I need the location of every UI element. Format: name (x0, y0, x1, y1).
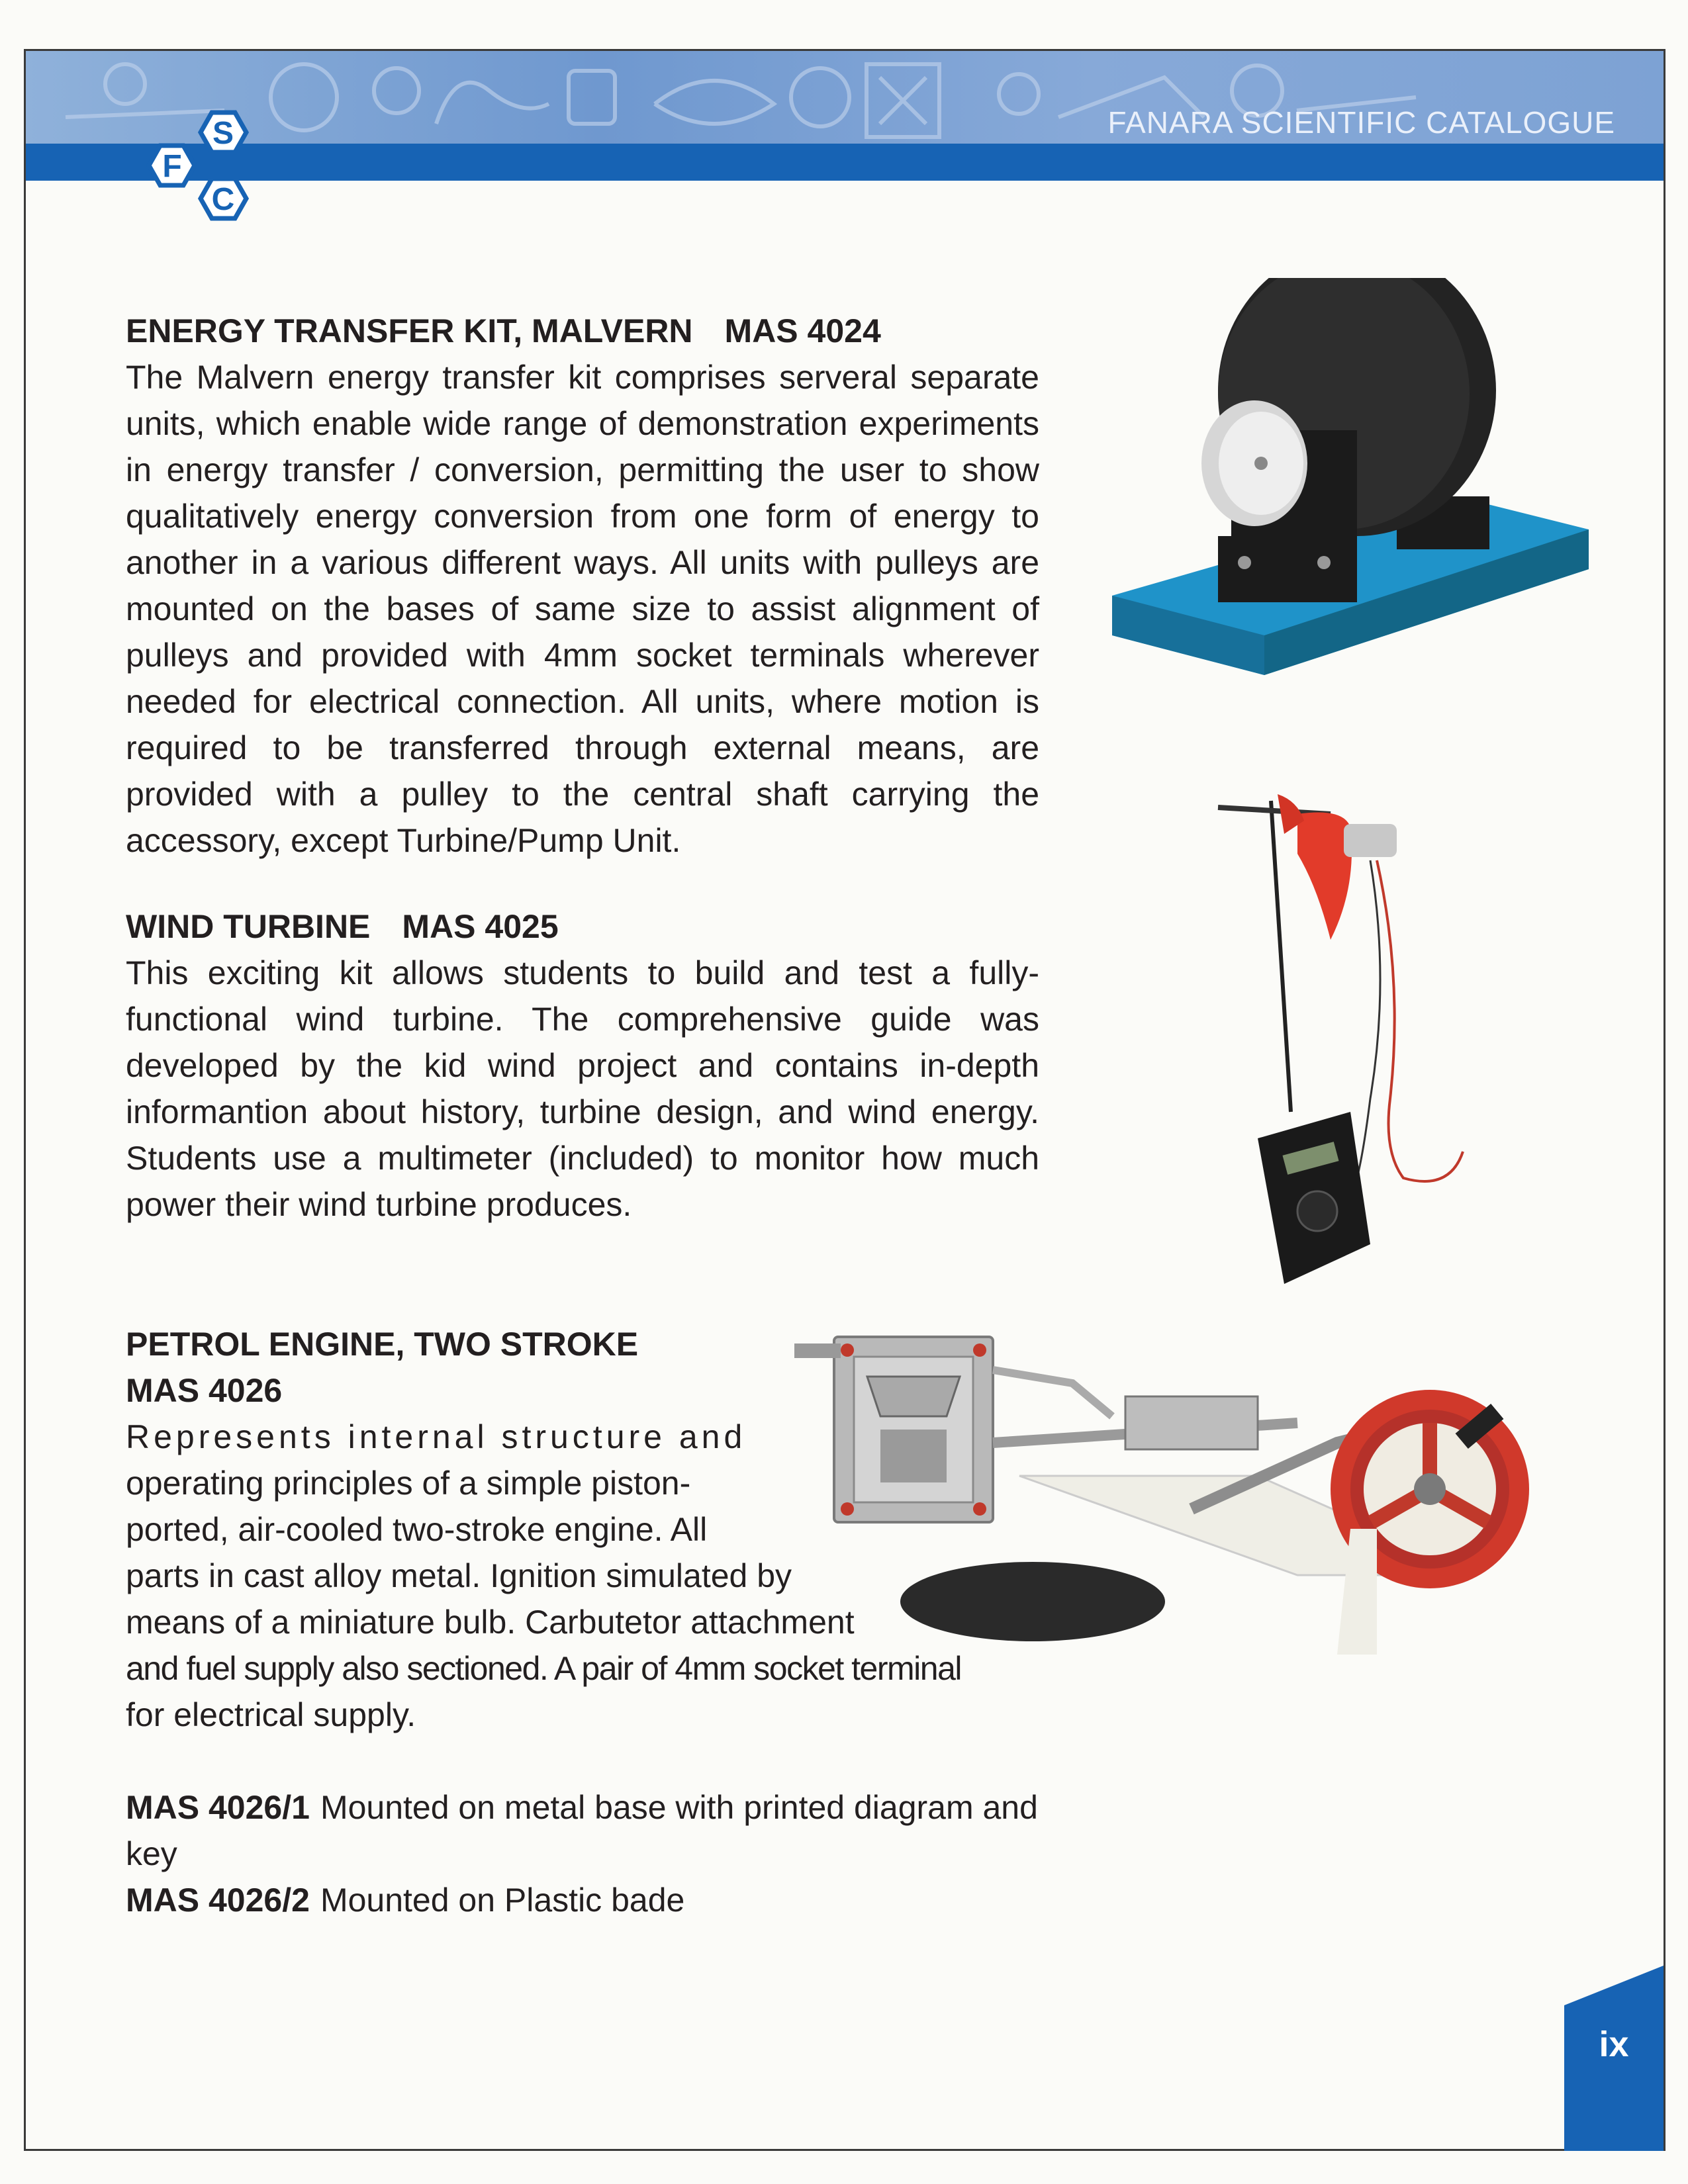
section-title: WIND TURBINE (126, 908, 371, 945)
description-line: parts in cast alloy metal. Ignition simulated by (126, 1557, 792, 1594)
variant-row (126, 1877, 1119, 1923)
page-number: ix (1599, 2025, 1629, 2064)
description-line: Represents internal structure and (126, 1418, 747, 1455)
description-line: ported, air-cooled two-stroke engine. All (126, 1511, 708, 1548)
section-title: PETROL ENGINE, TWO STROKE (126, 1326, 639, 1363)
variant-code: MAS 4026/2 (126, 1882, 310, 1919)
flywheel-unit-photo (1112, 278, 1589, 688)
catalogue-title: FANARA SCIENTIFIC CATALOGUE (1107, 105, 1615, 140)
variant-text: Mounted on metal base with printed diagram and key (126, 1789, 1038, 1872)
logo-letter-c: C (211, 182, 235, 217)
product-code: MAS 4024 (724, 312, 881, 349)
wind-turbine-section (126, 903, 1039, 1228)
variant-code: MAS 4026/1 (126, 1789, 310, 1826)
product-code: MAS 4026 (126, 1372, 283, 1409)
description-line: and fuel supply also sectioned. A pair of 4mm socket terminal (126, 1650, 961, 1687)
section-description: This exciting kit allows students to build and test a fully-functional wind turbine. The comprehensive guide was developed by the kid wind project and contains in-depth informantion about history, turbine design, and wind energy. Students use a multimeter (included) to monitor how much power their wind turbine produces. (126, 954, 1039, 1223)
header-strip (26, 144, 1664, 181)
section-heading (126, 903, 1039, 950)
two-stroke-engine-photo (794, 1310, 1549, 1681)
variant-text: Mounted on Plastic bade (320, 1882, 685, 1919)
variant-row (126, 1784, 1039, 1877)
description-line: for electrical supply. (126, 1696, 416, 1733)
logo-letter-s: S (212, 116, 234, 151)
section-heading (126, 308, 1039, 354)
description-line: operating principles of a simple piston- (126, 1465, 691, 1502)
description-line: means of a miniature bulb. Carbutetor attachment (126, 1604, 855, 1641)
product-code: MAS 4025 (402, 908, 559, 945)
fsc-logo (119, 99, 271, 251)
section-title: ENERGY TRANSFER KIT, MALVERN (126, 312, 693, 349)
energy-transfer-kit-section (126, 308, 1039, 864)
logo-letter-f: F (162, 149, 182, 184)
section-description: The Malvern energy transfer kit comprises serveral separate units, which enable wide range of demonstration experiments in energy transfer / conversion, permitting the user to show qualitatively energy conversion from one form of energy to another in a various different ways. All units with pulleys are mounted on the bases of same size to assist alignment of pulleys and provided with 4mm socket terminals wherever needed for electrical connection. All units, where motion is required to be transferred through external means, are provided with a pulley to the central shaft carrying the accessory, except Turbine/Pump Unit. (126, 359, 1039, 859)
wind-turbine-photo (1192, 781, 1470, 1297)
